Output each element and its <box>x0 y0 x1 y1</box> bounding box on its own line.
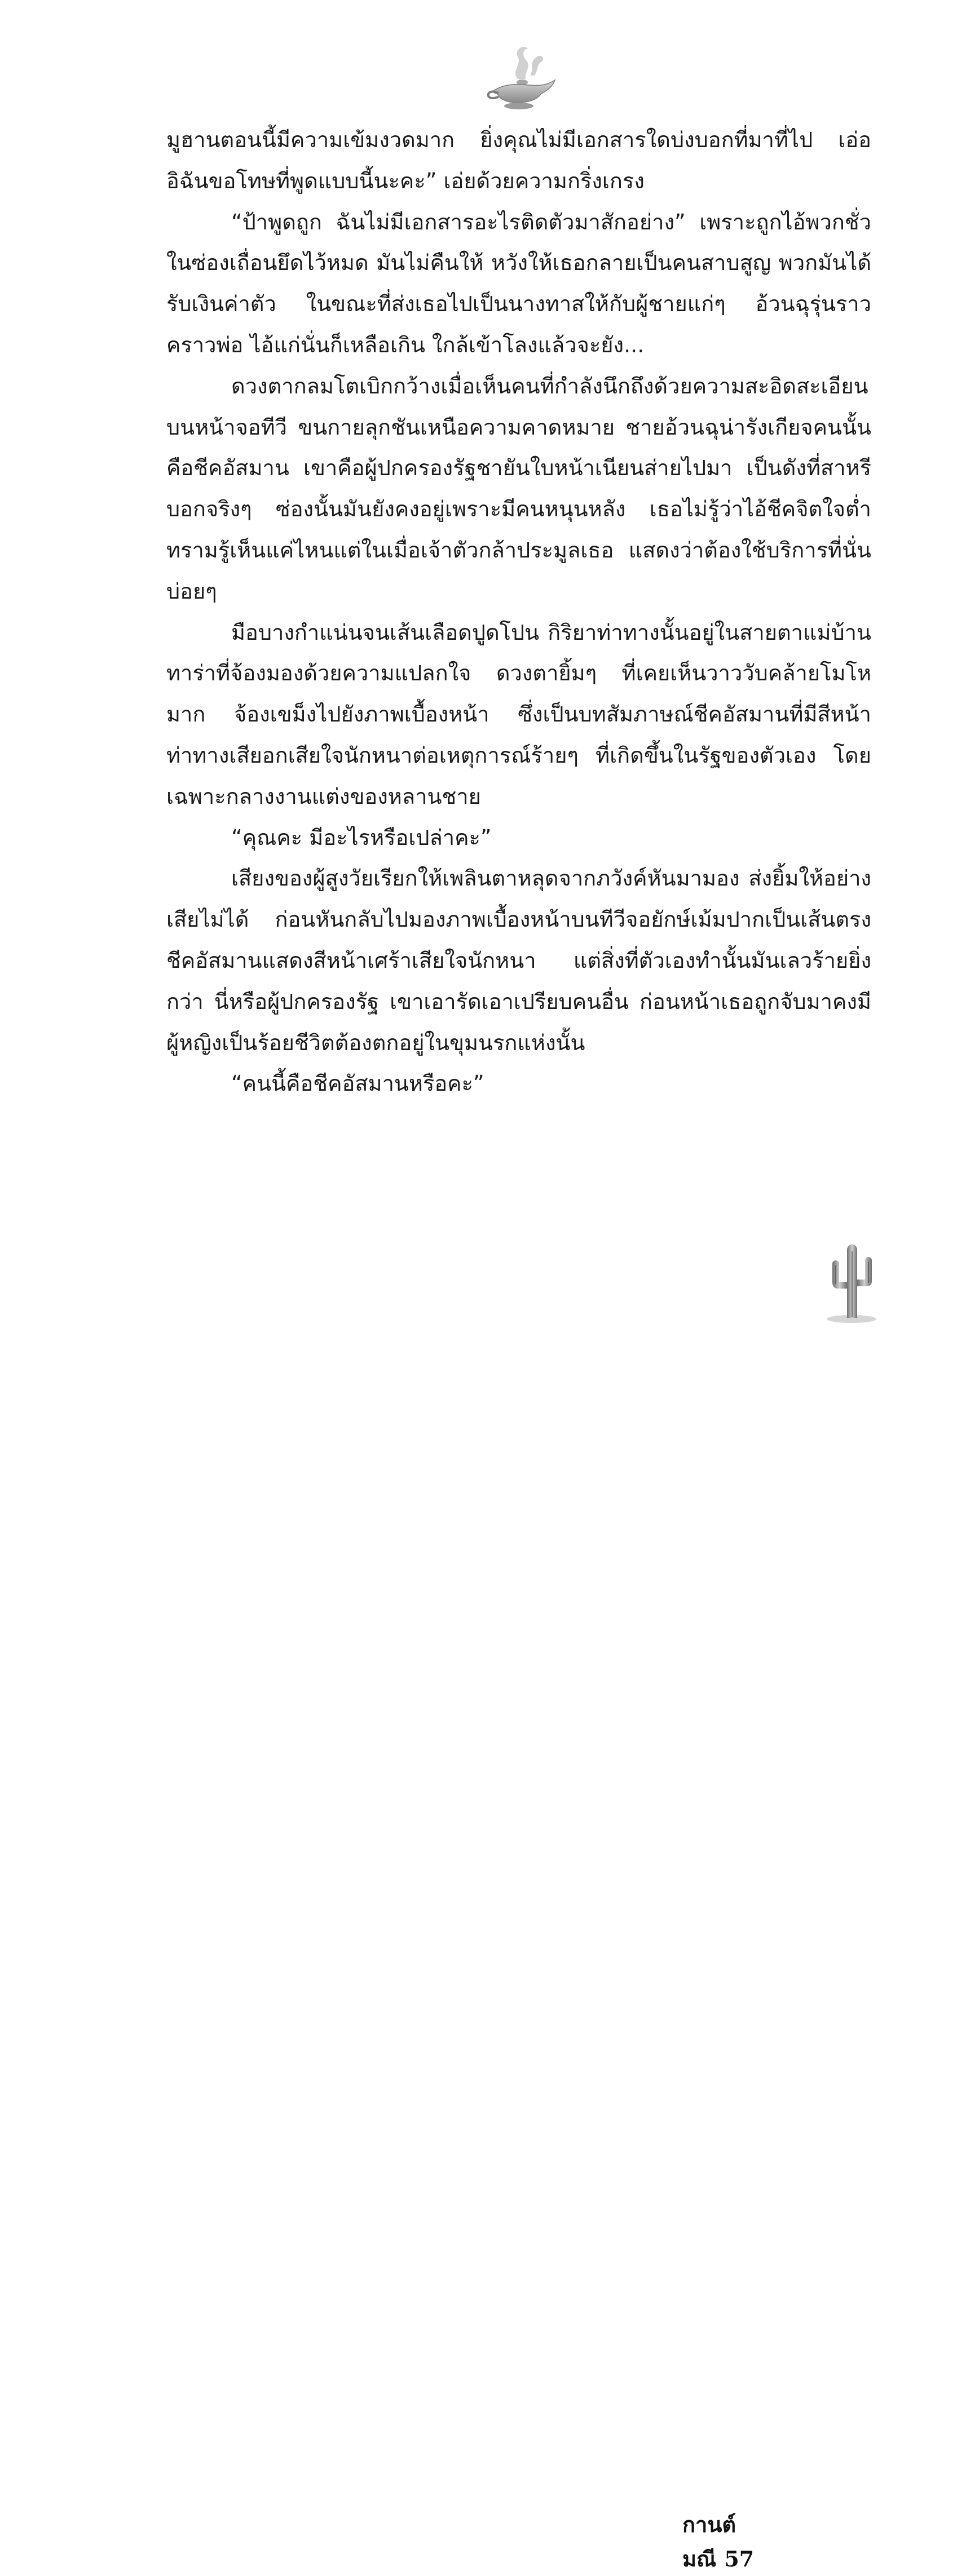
running-title: กานต์มณี <box>682 2512 736 2571</box>
paragraph-2: “ป้าพูดถูก ฉันไม่มีเอกสารอะไรติดตัวมาสักอย่าง” เพราะถูกไอ้พวกชั่วในซ่องเถื่อนยึดไว้หมด มันไม่คืนให้ หวังให้เธอกลายเป็นคนสาบสูญ พวกมันได้รับเงินค่าตัว ในขณะที่ส่งเธอไปเป็นนางทาสให้กับผู้ชายแก่ๆ อ้วนฉุรุ่นราวคราวพ่อ ไอ้แก่นั่นก็เหลือเกิน ใกล้เข้าโลงแล้วจะยัง... <box>166 209 871 357</box>
cactus-icon <box>818 1234 885 1325</box>
page-footer <box>682 1234 885 2571</box>
paragraph-7: “คนนี้คือชีคอัสมานหรือคะ” <box>231 1071 484 1096</box>
paragraph-6: เสียงของผู้สูงวัยเรียกให้เพลินตาหลุดจากภวังค์หันมามอง ส่งยิ้มให้อย่างเสียไม่ได้ ก่อนหันกลับไปมองภาพเบื้องหน้าบนทีวีจอยักษ์เม้มปากเป็นเส้นตรง ชีคอัสมานแสดงสีหน้าเศร้าเสียใจนักหนา แต่สิ่งที่ตัวเองทำนั้นมันเลวร้ายยิ่งกว่า นี่หรือผู้ปกครองรัฐ เขาเอารัดเอาเปรียบคนอื่น ก่อนหน้าเธอถูกจับมาคงมีผู้หญิงเป็นร้อยชีวิตต้องตกอยู่ในขุมนรกแห่งนั้น <box>166 866 871 1055</box>
running-title-block <box>682 2507 801 2576</box>
page-number: 57 <box>724 2546 755 2571</box>
magic-lamp-icon <box>483 39 562 118</box>
paragraph-5: “คุณคะ มีอะไรหรือเปล่าคะ” <box>231 825 492 850</box>
paragraph-3: ดวงตากลมโตเบิกกว้างเมื่อเห็นคนที่กำลังนึกถึงด้วยความสะอิดสะเอียนบนหน้าจอทีวี ขนกายลุกชันเหนือความคาดหมาย ชายอ้วนฉุน่ารังเกียจคนนั้นคือชีคอัสมาน เขาคือผู้ปกครองรัฐชายันใบหน้าเนียนส่ายไปมา เป็นดังที่สาหรีบอกจริงๆ ซ่องนั้นมันยังคงอยู่เพราะมีคนหนุนหลัง เธอไม่รู้ว่าไอ้ชีคจิตใจต่ำทรามรู้เห็นแค่ไหนแต่ในเมื่อเจ้าตัวกล้าประมูลเธอ แสดงว่าต้องใช้บริการที่นั่นบ่อยๆ <box>166 373 871 604</box>
paragraph-1: มูฮานตอนนี้มีความเข้มงวดมาก ยิ่งคุณไม่มีเอกสารใดบ่งบอกที่มาที่ไป เอ่อ อิฉันขอโทษที่พูดแบบนี้นะคะ” เอ่ยด้วยความกริ่งเกรง <box>166 127 871 193</box>
paragraph-4: มือบางกำแน่นจนเส้นเลือดปูดโปน กิริยาท่าทางนั้นอยู่ในสายตาแม่บ้านทาร่าที่จ้องมองด้วยความแปลกใจ ดวงตายิ้มๆ ที่เคยเห็นวาววับคล้ายโมโหมาก จ้องเขม็งไปยังภาพเบื้องหน้า ซึ่งเป็นบทสัมภาษณ์ชีคอัสมานที่มีสีหน้าท่าทางเสียอกเสียใจนักหนาต่อเหตุการณ์ร้ายๆ ที่เกิดขึ้นในรัฐของตัวเอง โดยเฉพาะกลางงานแต่งของหลานชาย <box>166 619 871 809</box>
body-text <box>166 119 871 1104</box>
